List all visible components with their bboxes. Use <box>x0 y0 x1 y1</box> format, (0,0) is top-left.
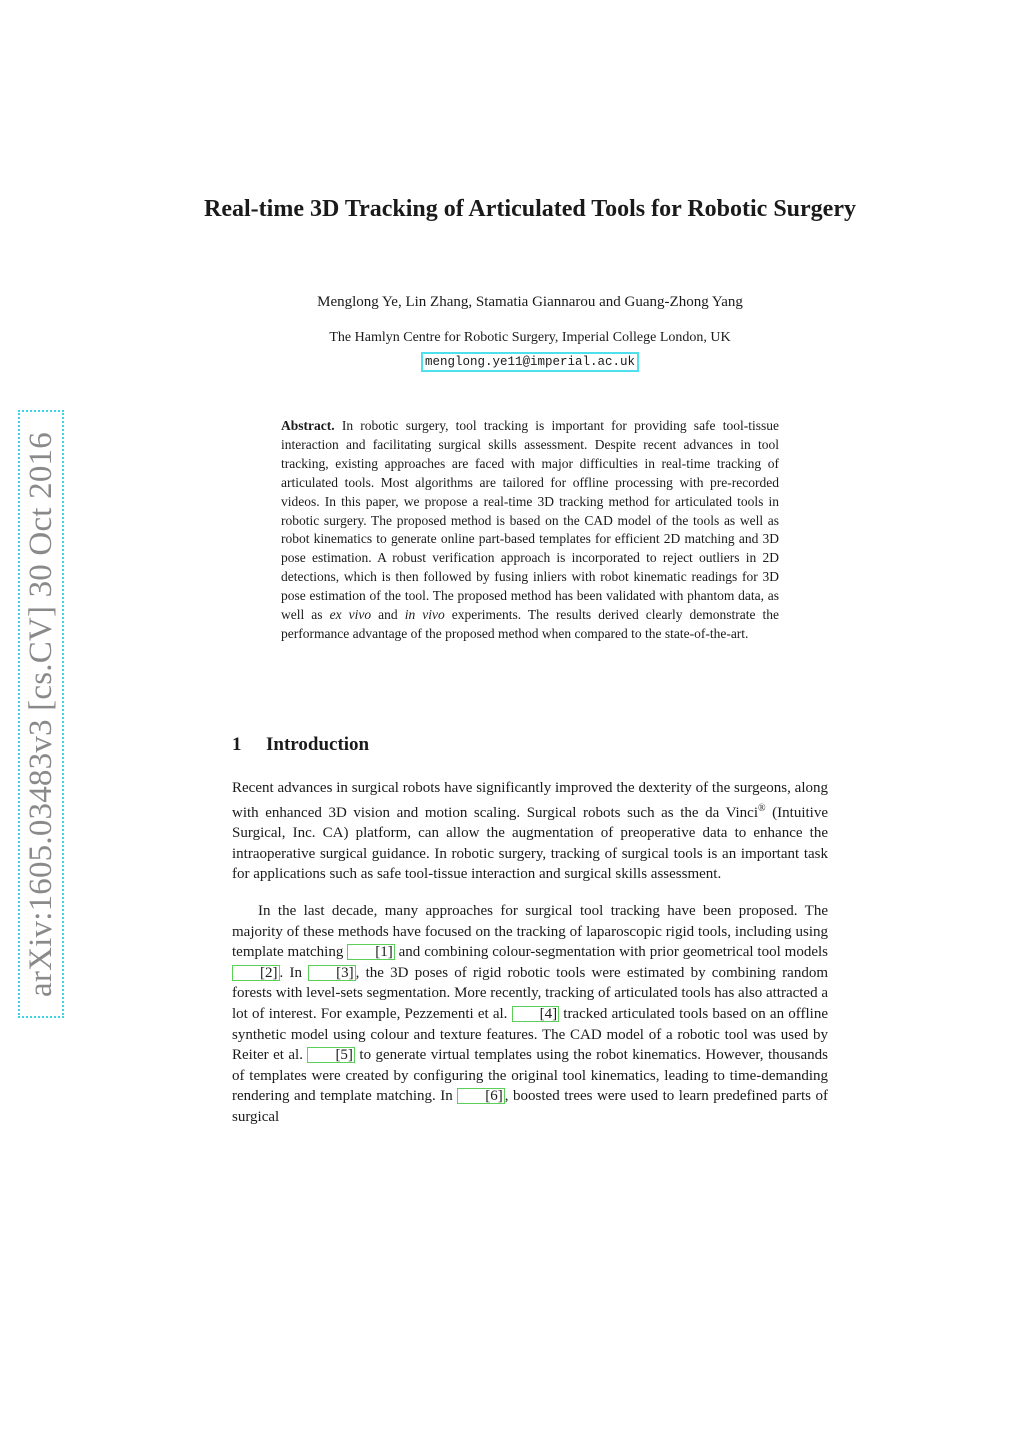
abstract-text-2: and <box>378 607 398 623</box>
p1-text-b: (Intuitive Surgical, Inc. CA) platform, can allow the augmentation of preoperative data to enhance the intraoperative surgical guidance. In robotic surgery, tracking of surgical tools is an important task for applications such as safe tool-tissue interaction and surgical skills assessment. <box>232 804 828 883</box>
p2-text-1: In the last decade, many approaches for surgical tool tracking have been proposed. The majority of these methods have focused on the tracking of laparoscopic rigid tools, including using template matching <box>232 903 828 961</box>
abstract-em-1: ex vivo <box>329 607 372 623</box>
arxiv-stamp[interactable] <box>18 410 64 1018</box>
p1-text-a: Recent advances in surgical robots have significantly improved the dexterity of the surgeons, along with enhanced 3D vision and motion scaling. Surgical robots such as the da Vinci <box>232 780 828 821</box>
p2-text-6: to generate virtual templates using the robot kinematics. However, thousands of templates were created by configuring the original tool kinematics, leading to time-demanding rendering and template matching. In <box>232 1047 828 1105</box>
p2-text-2: and combining colour-segmentation with prior geometrical tool models <box>394 944 828 961</box>
abstract-em-2: in vivo <box>404 607 445 623</box>
section-heading <box>232 734 369 756</box>
citation-link-6[interactable]: [6] <box>457 1088 505 1104</box>
section-number: 1 <box>232 734 242 755</box>
intro-paragraph-1 <box>232 778 828 885</box>
citation-link-5[interactable]: [5] <box>307 1047 355 1063</box>
p2-text-3: . In <box>279 964 309 981</box>
abstract-label: Abstract. <box>281 418 335 433</box>
section-title: Introduction <box>266 734 370 755</box>
author-list: Menglong Ye, Lin Zhang, Stamatia Giannarou and Guang-Zhong Yang <box>317 294 743 310</box>
p2-text-7: , boosted trees were used to learn predefined parts of surgical <box>232 1088 829 1125</box>
citation-link-2[interactable]: [2] <box>232 965 280 981</box>
email-link[interactable]: menglong.ye11@imperial.ac.uk <box>421 352 639 372</box>
p2-text-5: tracked articulated tools based on an offline synthetic model using colour and texture features. The CAD model of a robotic tool was used by Reiter et al. <box>232 1005 828 1064</box>
affiliation: The Hamlyn Centre for Robotic Surgery, Imperial College London, UK <box>329 330 731 345</box>
citation-link-4[interactable]: [4] <box>512 1006 560 1022</box>
citation-link-3[interactable]: [3] <box>308 965 356 981</box>
p2-text-4: , the 3D poses of rigid robotic tools were estimated by combining random forests with level-sets segmentation. More recently, tracking of articulated tools has also attracted a lot of interest. For example, Pezzementi et al. <box>232 964 828 1022</box>
abstract <box>281 417 779 644</box>
paper-title: Real-time 3D Tracking of Articulated Tools for Robotic Surgery <box>204 196 856 222</box>
citation-link-1[interactable]: [1] <box>347 944 395 960</box>
abstract-text-3: experiments. The results derived clearly demonstrate the performance advantage of the proposed method when compared to the state-of-the-art. <box>281 607 780 641</box>
intro-paragraph-2 <box>232 901 828 1128</box>
arxiv-identifier: arXiv:1605.03483v3 [cs.CV] 30 Oct 2016 <box>22 431 59 997</box>
abstract-text-1: In robotic surgery, tool tracking is important for providing safe tool-tissue interaction and facilitating surgical skills assessment. Despite recent advances in tool tracking, existing approaches are faced with major difficulties in real-time tracking of articulated tools. Most algorithms are tailored for offline processing with pre-recorded videos. In this paper, we propose a real-time 3D tracking method for articulated tools in robotic surgery. The proposed method is based on the CAD model of the tools as well as robot kinematics to generate online part-based templates for efficient 2D matching and 3D pose estimation. A robust verification approach is incorporated to reject outliers in 2D detections, which is then followed by fusing inliers with robot kinematic readings for 3D pose estimation of the tool. The proposed method has been validated with phantom data, as well as <box>281 418 779 623</box>
registered-mark: ® <box>758 802 766 814</box>
email-container <box>150 350 910 372</box>
